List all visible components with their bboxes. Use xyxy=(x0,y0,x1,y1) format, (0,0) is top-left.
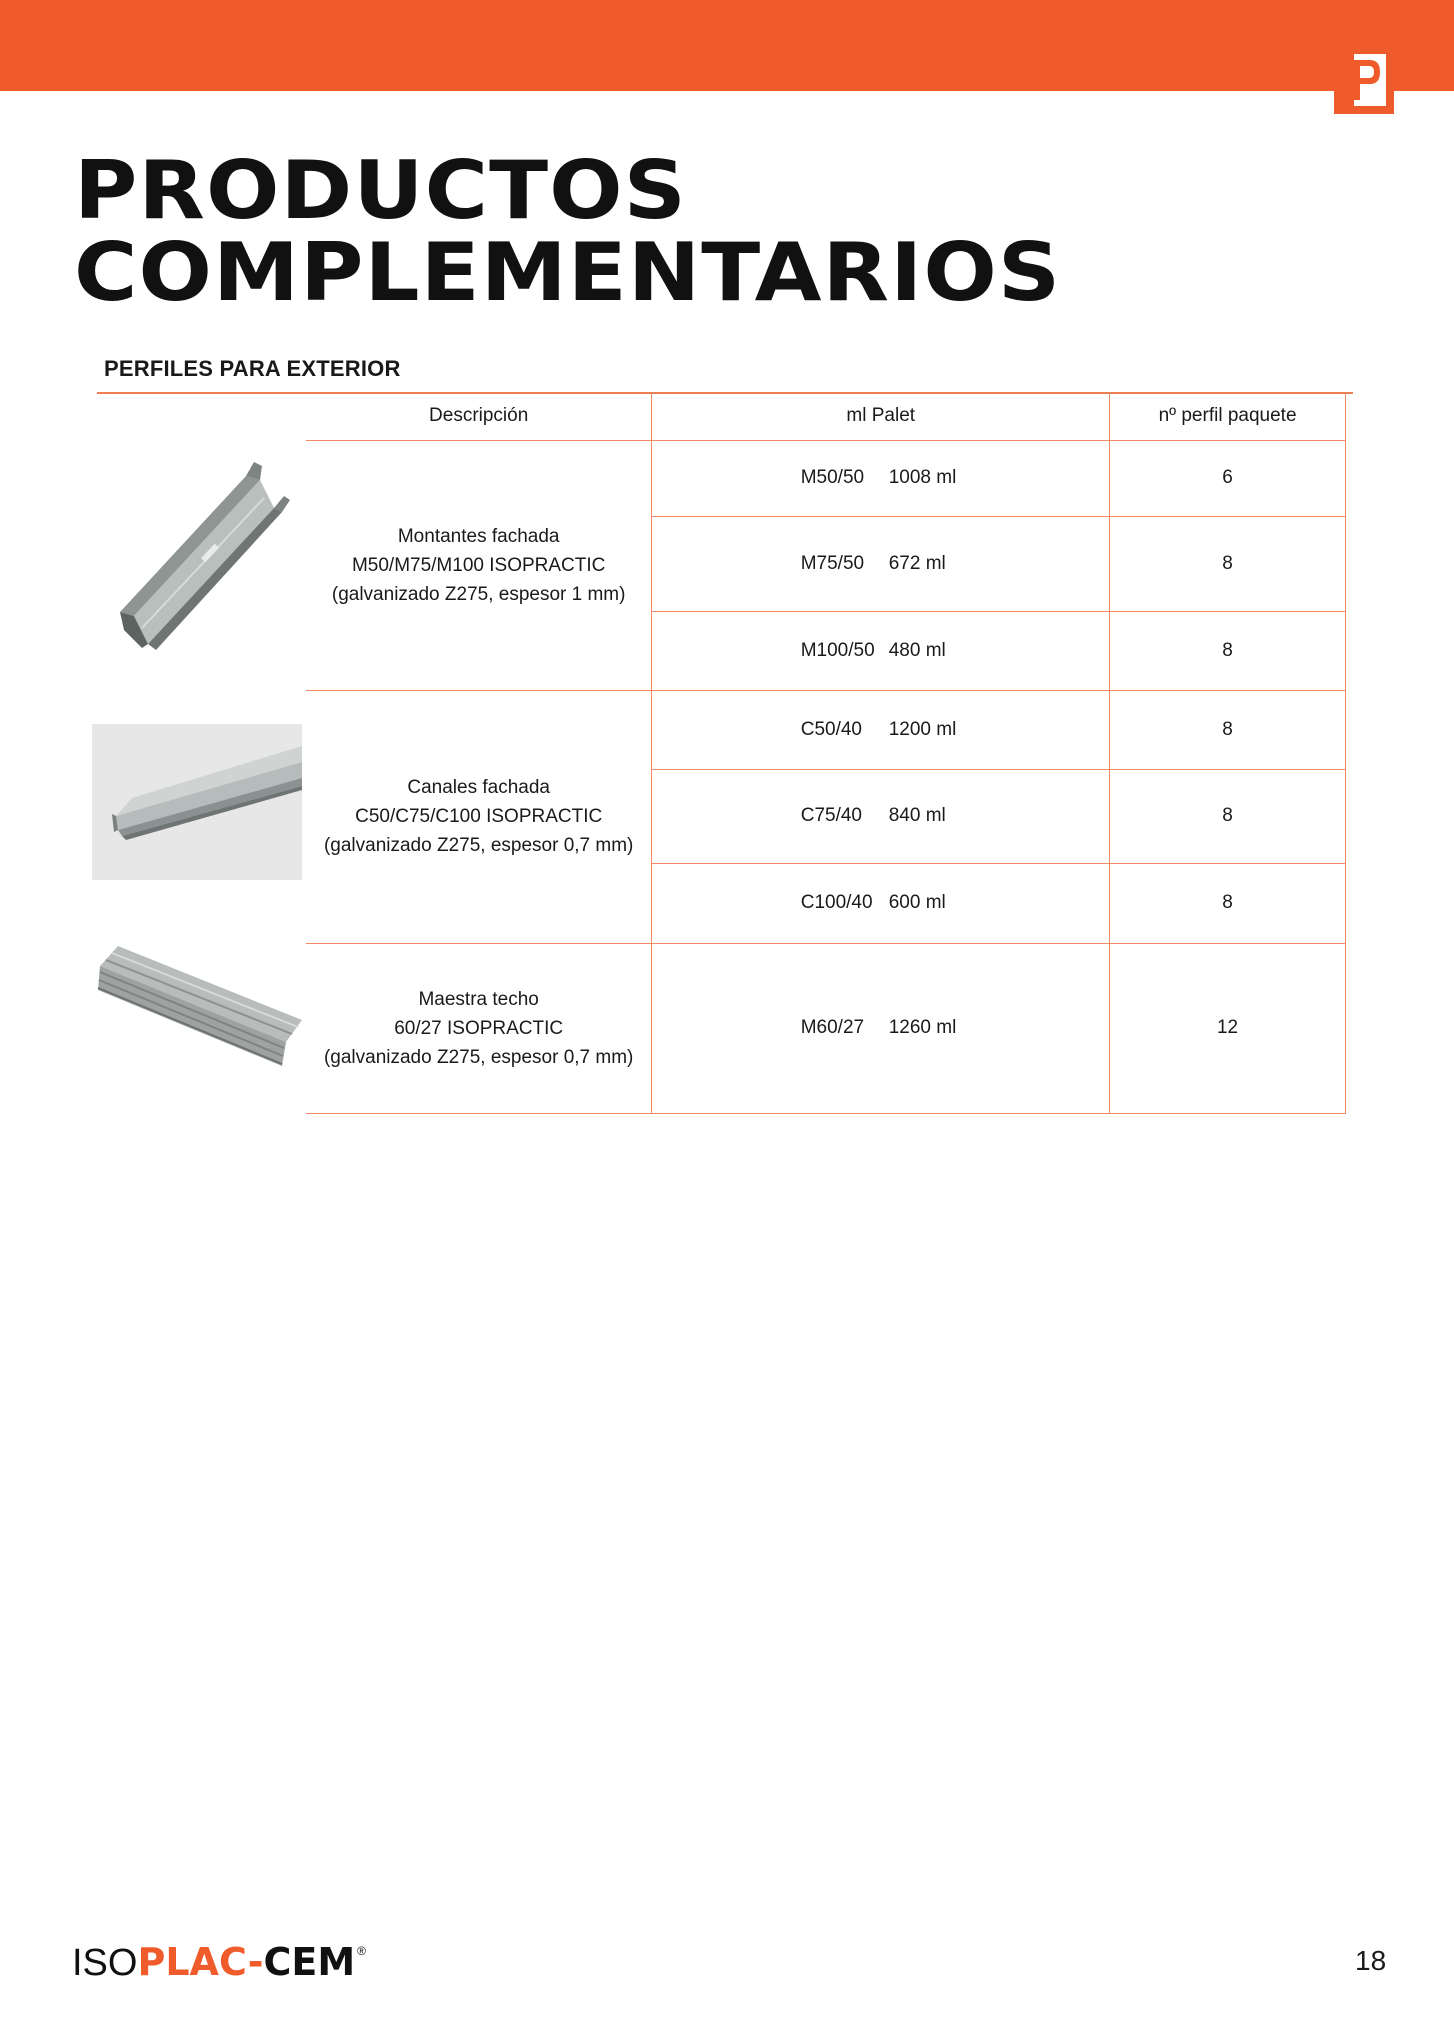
profile-code: M60/27 xyxy=(800,1017,865,1038)
ml-value: 672 ml xyxy=(888,552,946,574)
description-line: Canales fachada xyxy=(407,777,550,798)
description-line: (galvanizado Z275, espesor 1 mm) xyxy=(331,583,626,605)
description-line: 60/27 ISOPRACTIC xyxy=(394,1017,564,1039)
brand-logo-icon xyxy=(1334,46,1394,114)
ml-value: 1008 ml xyxy=(888,467,957,488)
logo-cem-text: CEM xyxy=(263,1940,356,1984)
table-row xyxy=(306,690,1346,769)
profile-code: M75/50 xyxy=(800,552,865,574)
header-ml-palet: ml Palet xyxy=(652,393,1110,440)
description-cell xyxy=(306,943,652,1113)
logo-plac-text: PLAC xyxy=(137,1940,248,1984)
page-number: 18 xyxy=(1355,1945,1387,1976)
ml-value: 480 ml xyxy=(888,639,946,661)
ml-value: 600 ml xyxy=(888,892,946,913)
count-cell: 8 xyxy=(1110,611,1346,690)
count-cell: 6 xyxy=(1110,440,1346,516)
profile-code: M100/50 xyxy=(800,639,875,661)
description-line: (galvanizado Z275, espesor 0,7 mm) xyxy=(323,1046,634,1068)
profile-code: C100/40 xyxy=(800,892,873,913)
description-line: M50/M75/M100 ISOPRACTIC xyxy=(351,554,606,576)
ml-value: 1200 ml xyxy=(888,718,957,740)
logo-dash-text: - xyxy=(247,1940,264,1984)
count-cell: 8 xyxy=(1110,863,1346,943)
count-cell: 8 xyxy=(1110,769,1346,863)
ml-palet-cell xyxy=(652,943,1110,1113)
ml-value: 1260 ml xyxy=(888,1017,957,1038)
registered-mark: ® xyxy=(357,1944,366,1958)
ml-palet-cell xyxy=(652,611,1110,690)
table-header-row xyxy=(306,393,1346,440)
page-title-line1: PRODUCTOS xyxy=(74,144,687,237)
description-line: C50/C75/C100 ISOPRACTIC xyxy=(355,806,603,827)
description-line: (galvanizado Z275, espesor 0,7 mm) xyxy=(323,835,634,856)
description-line: Maestra techo xyxy=(418,988,539,1010)
ml-palet-cell xyxy=(652,440,1110,516)
header-descripcion: Descripción xyxy=(306,393,652,440)
count-cell: 8 xyxy=(1110,516,1346,611)
description-cell xyxy=(306,690,652,943)
logo-iso-text: ISO xyxy=(72,1942,138,1984)
description-line: Montantes fachada xyxy=(397,525,560,547)
profile-code: C50/40 xyxy=(800,718,862,740)
count-cell: 8 xyxy=(1110,690,1346,769)
ml-palet-cell xyxy=(652,690,1110,769)
footer-brand-logo xyxy=(72,1940,366,1985)
table-row xyxy=(306,943,1346,1113)
ml-palet-cell xyxy=(652,516,1110,611)
header-band xyxy=(0,0,1454,91)
montante-profile-image xyxy=(112,458,294,654)
page-title-line2: COMPLEMENTARIOS xyxy=(74,226,1062,319)
count-cell: 12 xyxy=(1110,943,1346,1113)
description-cell xyxy=(306,440,652,690)
header-perfil-paquete: nº perfil paquete xyxy=(1110,393,1346,440)
table-row xyxy=(306,440,1346,516)
canal-profile-image xyxy=(92,724,302,880)
profile-code: C75/40 xyxy=(800,805,862,826)
section-title: PERFILES PARA EXTERIOR xyxy=(104,356,401,381)
ml-palet-cell xyxy=(652,769,1110,863)
page-title xyxy=(74,144,1062,319)
products-table xyxy=(306,393,1346,1114)
maestra-profile-image xyxy=(96,938,302,1070)
profile-code: M50/50 xyxy=(800,467,865,488)
ml-value: 840 ml xyxy=(888,805,946,826)
ml-palet-cell xyxy=(652,863,1110,943)
